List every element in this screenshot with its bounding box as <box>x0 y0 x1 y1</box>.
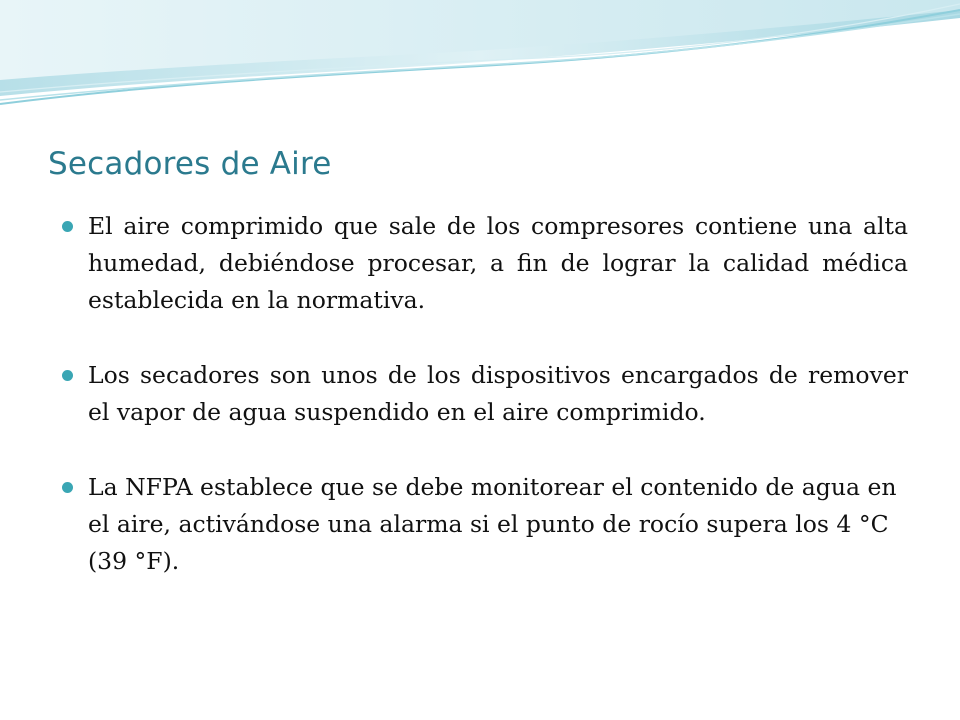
bullet-text: El aire comprimido que sale de los compresores contiene una alta humedad, debiéndose procesar, a fin de lograr la calidad médica establecida en la normativa. <box>88 212 908 314</box>
bullet-list <box>62 208 908 618</box>
header-wave-decoration <box>0 0 960 110</box>
bullet-dot-icon <box>62 482 73 493</box>
bullet-item <box>62 357 908 431</box>
bullet-dot-icon <box>62 221 73 232</box>
bullet-item <box>62 208 908 319</box>
bullet-dot-icon <box>62 370 73 381</box>
bullet-text: La NFPA establece que se debe monitorear el contenido de agua en el aire, activándose una alarma si el punto de rocío supera los 4 °C (39 °F). <box>88 473 897 575</box>
slide-title: Secadores de Aire <box>48 146 332 182</box>
bullet-item <box>62 469 908 580</box>
bullet-text: Los secadores son unos de los dispositivos encargados de remover el vapor de agua suspendido en el aire comprimido. <box>88 361 908 426</box>
